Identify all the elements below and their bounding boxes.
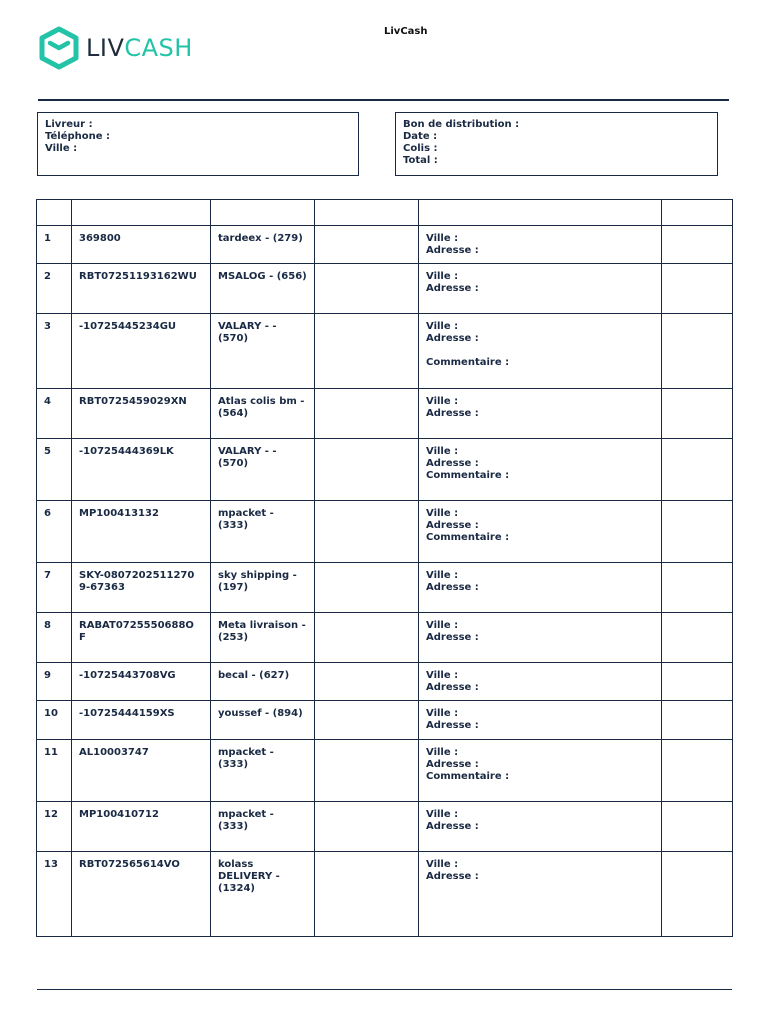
vendor-name: mpacket - (333): [211, 501, 315, 563]
vendor-name: VALARY - - (570): [211, 314, 315, 389]
empty-cell: [315, 501, 419, 563]
commentaire-label: Commentaire :: [426, 771, 510, 782]
address-cell: [419, 501, 662, 563]
ville-label: Ville :: [426, 446, 459, 457]
empty-cell: [315, 264, 419, 314]
header-cell: [72, 200, 211, 226]
row-number: 8: [37, 613, 72, 663]
telephone-label: Téléphone :: [45, 131, 111, 142]
empty-cell: [662, 389, 733, 439]
empty-cell: [662, 613, 733, 663]
vendor-name: MSALOG - (656): [211, 264, 315, 314]
empty-cell: [315, 314, 419, 389]
table-row: [37, 563, 733, 613]
vendor-name: youssef - (894): [211, 701, 315, 740]
ville-label: Ville :: [426, 233, 459, 244]
tracking-code: RBT07251193162WU: [72, 264, 211, 314]
address-cell: [419, 439, 662, 501]
ville-label: Ville :: [426, 508, 459, 519]
empty-cell: [662, 802, 733, 852]
vendor-name: becal - (627): [211, 663, 315, 701]
empty-cell: [662, 501, 733, 563]
livreur-info-box: [37, 112, 359, 176]
total-label: Total :: [403, 155, 438, 166]
address-cell: [419, 663, 662, 701]
vendor-name: tardeex - (279): [211, 226, 315, 264]
row-number: 6: [37, 501, 72, 563]
row-number: 3: [37, 314, 72, 389]
empty-cell: [315, 701, 419, 740]
page-title: LivCash: [384, 26, 428, 37]
tracking-code: RBT072565614VO: [72, 852, 211, 937]
header-cell: [419, 200, 662, 226]
header-cell: [37, 200, 72, 226]
commentaire-label: Commentaire :: [426, 532, 510, 543]
table-row: [37, 439, 733, 501]
tracking-code: -10725443708VG: [72, 663, 211, 701]
footer-divider: [37, 989, 732, 990]
table-row: [37, 389, 733, 439]
tracking-code: MP100410712: [72, 802, 211, 852]
adresse-label: Adresse :: [426, 283, 479, 294]
row-number: 5: [37, 439, 72, 501]
ville-label: Ville :: [426, 708, 459, 719]
vendor-name: mpacket - (333): [211, 802, 315, 852]
address-cell: [419, 226, 662, 264]
empty-cell: [315, 389, 419, 439]
empty-cell: [662, 563, 733, 613]
adresse-label: Adresse :: [426, 333, 479, 344]
ville-label: Ville :: [426, 570, 459, 581]
table-row: [37, 740, 733, 802]
adresse-label: Adresse :: [426, 871, 479, 882]
table-row: [37, 264, 733, 314]
commentaire-label: Commentaire :: [426, 357, 510, 368]
address-cell: [419, 701, 662, 740]
empty-cell: [662, 663, 733, 701]
row-number: 10: [37, 701, 72, 740]
adresse-label: Adresse :: [426, 458, 479, 469]
table-body: [37, 226, 733, 937]
empty-cell: [315, 613, 419, 663]
address-cell: [419, 613, 662, 663]
header-cell: [662, 200, 733, 226]
logo-text: LIVCASH: [86, 34, 193, 62]
header-cell: [315, 200, 419, 226]
vendor-name: kolass DELIVERY - (1324): [211, 852, 315, 937]
table-row: [37, 613, 733, 663]
adresse-label: Adresse :: [426, 821, 479, 832]
tracking-code: 369800: [72, 226, 211, 264]
tracking-code: SKY-0807202511270 9-67363: [72, 563, 211, 613]
address-cell: [419, 563, 662, 613]
address-cell: [419, 264, 662, 314]
date-label: Date :: [403, 131, 438, 142]
livcash-box-icon: [38, 26, 80, 70]
table-row: [37, 314, 733, 389]
tracking-code: AL10003747: [72, 740, 211, 802]
table-row: [37, 852, 733, 937]
address-cell: [419, 802, 662, 852]
tracking-code: -10725444159XS: [72, 701, 211, 740]
tracking-code: RBT0725459029XN: [72, 389, 211, 439]
colis-label: Colis :: [403, 143, 438, 154]
adresse-label: Adresse :: [426, 759, 479, 770]
row-number: 12: [37, 802, 72, 852]
adresse-label: Adresse :: [426, 632, 479, 643]
row-number: 9: [37, 663, 72, 701]
row-number: 4: [37, 389, 72, 439]
ville-label: Ville :: [426, 670, 459, 681]
vendor-name: Meta livraison - (253): [211, 613, 315, 663]
vendor-name: sky shipping - (197): [211, 563, 315, 613]
table-row: [37, 802, 733, 852]
adresse-label: Adresse :: [426, 720, 479, 731]
empty-cell: [662, 852, 733, 937]
header-divider: [38, 99, 729, 101]
table-row: [37, 501, 733, 563]
ville-label: Ville :: [426, 809, 459, 820]
ville-label: Ville :: [45, 143, 78, 154]
address-cell: [419, 314, 662, 389]
ville-label: Ville :: [426, 620, 459, 631]
distribution-info-box: [395, 112, 718, 176]
ville-label: Ville :: [426, 271, 459, 282]
adresse-label: Adresse :: [426, 682, 479, 693]
address-cell: [419, 852, 662, 937]
adresse-label: Adresse :: [426, 408, 479, 419]
empty-cell: [662, 701, 733, 740]
ville-label: Ville :: [426, 859, 459, 870]
empty-cell: [315, 563, 419, 613]
address-cell: [419, 740, 662, 802]
table-row: [37, 701, 733, 740]
ville-label: Ville :: [426, 747, 459, 758]
vendor-name: mpacket - (333): [211, 740, 315, 802]
row-number: 1: [37, 226, 72, 264]
livreur-label: Livreur :: [45, 119, 93, 130]
adresse-label: Adresse :: [426, 582, 479, 593]
empty-cell: [662, 314, 733, 389]
empty-cell: [662, 226, 733, 264]
row-number: 13: [37, 852, 72, 937]
empty-cell: [662, 264, 733, 314]
tracking-code: RABAT0725550688O F: [72, 613, 211, 663]
empty-cell: [315, 439, 419, 501]
row-number: 2: [37, 264, 72, 314]
table-header-row: [37, 200, 733, 226]
commentaire-label: Commentaire :: [426, 470, 510, 481]
row-number: 11: [37, 740, 72, 802]
tracking-code: -10725445234GU: [72, 314, 211, 389]
header-cell: [211, 200, 315, 226]
adresse-label: Adresse :: [426, 245, 479, 256]
adresse-label: Adresse :: [426, 520, 479, 531]
vendor-name: VALARY - - (570): [211, 439, 315, 501]
empty-cell: [315, 663, 419, 701]
row-number: 7: [37, 563, 72, 613]
logo: [38, 26, 193, 70]
table-row: [37, 663, 733, 701]
empty-cell: [315, 740, 419, 802]
bon-distribution-label: Bon de distribution :: [403, 119, 520, 130]
table-row: [37, 226, 733, 264]
empty-cell: [662, 439, 733, 501]
empty-cell: [315, 802, 419, 852]
empty-cell: [315, 226, 419, 264]
empty-cell: [662, 740, 733, 802]
address-cell: [419, 389, 662, 439]
tracking-code: MP100413132: [72, 501, 211, 563]
ville-label: Ville :: [426, 396, 459, 407]
vendor-name: Atlas colis bm - (564): [211, 389, 315, 439]
ville-label: Ville :: [426, 321, 459, 332]
empty-cell: [315, 852, 419, 937]
delivery-table: [36, 199, 733, 937]
tracking-code: -10725444369LK: [72, 439, 211, 501]
